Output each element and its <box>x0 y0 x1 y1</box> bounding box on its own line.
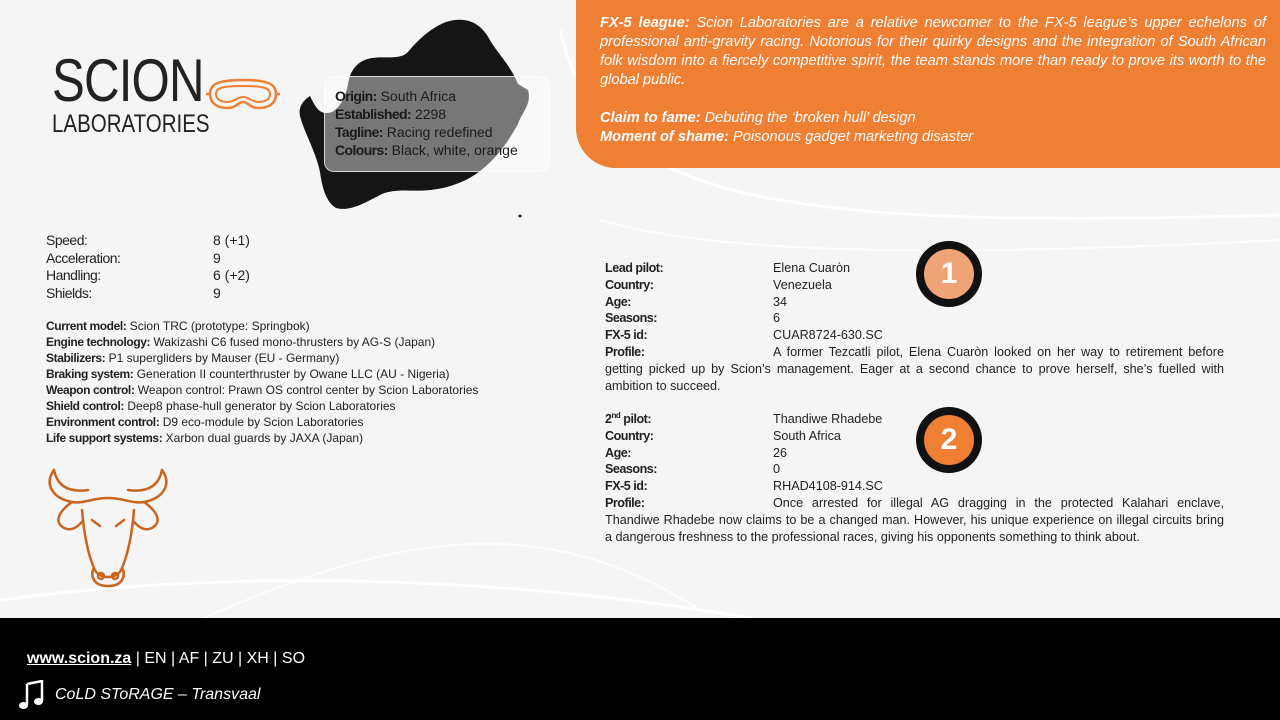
pilot-age-row: Age: 26 <box>605 445 788 460</box>
pilot-profile: Profile: Once arrested for illegal AG dragging in the protected Kalahari enclave, Thandiwe Rhadebe now claims to be a changed man. However, his unique experience on illegal circuits bring a dangerous freshness to the professional races, giving his opponents something to think about. <box>605 495 1224 544</box>
pilot-id-row: FX-5 id: RHAD4108-914.SC <box>605 479 883 494</box>
pilot-seasons-row: Seasons: 6 <box>605 311 781 326</box>
league-description-panel <box>576 0 1280 168</box>
pilot-role-row: 2nd pilot: Thandiwe Rhadebe <box>605 411 883 426</box>
language-list[interactable]: | EN | AF | ZU | XH | SO <box>131 650 306 667</box>
pilot-role-row: Lead pilot: Elena Cuaròn <box>605 261 851 275</box>
info-box <box>324 76 550 172</box>
origin-row: Origin: South Africa <box>335 88 457 104</box>
spec-row: Stabilizers: P1 supergliders by Mauser (EU - Germany) <box>46 351 340 365</box>
spec-row: Weapon control: Weapon control: Prawn OS control center by Scion Laboratories <box>46 383 479 397</box>
song-title: CoLD SToRAGE – Transvaal <box>55 686 261 703</box>
pilot-name: Thandiwe Rhadebe <box>773 412 883 426</box>
pilot-name: Elena Cuaròn <box>773 261 851 275</box>
spec-row: Engine technology: Wakizashi C6 fused mono-thrusters by AG-S (Japan) <box>46 335 436 349</box>
website-link[interactable]: www.scion.za <box>27 650 132 667</box>
pilot-country-row: Country: South Africa <box>605 428 841 443</box>
claim-to-fame: Claim to fame: Debuting the ‘broken hull’ design <box>600 110 916 126</box>
stat-speed: Speed: 8 (+1) <box>46 232 250 248</box>
pilot-age-row: Age: 34 <box>605 294 788 309</box>
league-text: FX-5 league: Scion Laboratories are a relative newcomer to the FX-5 league’s upper echelons of professional anti-gravity racing. Notorious for their quirky designs and the integration of South African folk wisdom into a fiercely competitive spirit, the team stands more than ready to prove its worth to the global public. <box>600 15 1266 88</box>
pilot-id-row: FX-5 id: CUAR8724-630.SC <box>605 328 883 343</box>
pilot-2-card <box>605 411 1224 545</box>
brand-subtitle: LABORATORIES <box>52 110 210 138</box>
ox-skull-icon <box>44 464 172 592</box>
spec-row: Current model: Scion TRC (prototype: Springbok) <box>46 319 310 333</box>
colours-row: Colours: Black, white, orange <box>335 142 518 158</box>
pilot-1-card <box>605 260 1224 394</box>
pilot-profile: Profile: A former Tezcatli pilot, Elena Cuaròn looked on her way to retirement before getting picked up by Scion’s management. Eager at a second chance to prove herself, she’s fuelled with ambition to succeed. <box>605 344 1224 393</box>
pilot-1-badge <box>916 241 982 307</box>
brand-name: SCION <box>52 47 204 114</box>
specs-list <box>46 318 526 446</box>
stat-handling: Handling: 6 (+2) <box>46 267 250 283</box>
badge-number: 1 <box>924 249 974 299</box>
now-playing <box>18 680 260 710</box>
pilot-2-badge <box>916 407 982 473</box>
spec-row: Life support systems: Xarbon dual guards by JAXA (Japan) <box>46 431 364 445</box>
music-note-icon <box>18 680 44 710</box>
spec-row: Shield control: Deep8 phase-hull generator by Scion Laboratories <box>46 399 396 413</box>
stat-acceleration: Acceleration: 9 <box>46 249 221 266</box>
badge-number: 2 <box>924 415 974 465</box>
spec-row: Braking system: Generation II counterthruster by Owane LLC (AU - Nigeria) <box>46 367 450 381</box>
moment-of-shame: Moment of shame: Poisonous gadget marketing disaster <box>600 129 974 145</box>
spec-row: Environment control: D9 eco-module by Scion Laboratories <box>46 415 364 429</box>
stats-list <box>46 232 250 302</box>
footer <box>0 618 1280 720</box>
stat-shields: Shields: 9 <box>46 284 221 301</box>
goggles-icon <box>206 76 280 112</box>
footer-links <box>27 650 305 668</box>
pilot-seasons-row: Seasons: 0 <box>605 462 781 477</box>
pilot-country-row: Country: Venezuela <box>605 277 832 292</box>
established-row: Established: 2298 <box>335 106 447 122</box>
tagline-row: Tagline: Racing redefined <box>335 124 493 140</box>
